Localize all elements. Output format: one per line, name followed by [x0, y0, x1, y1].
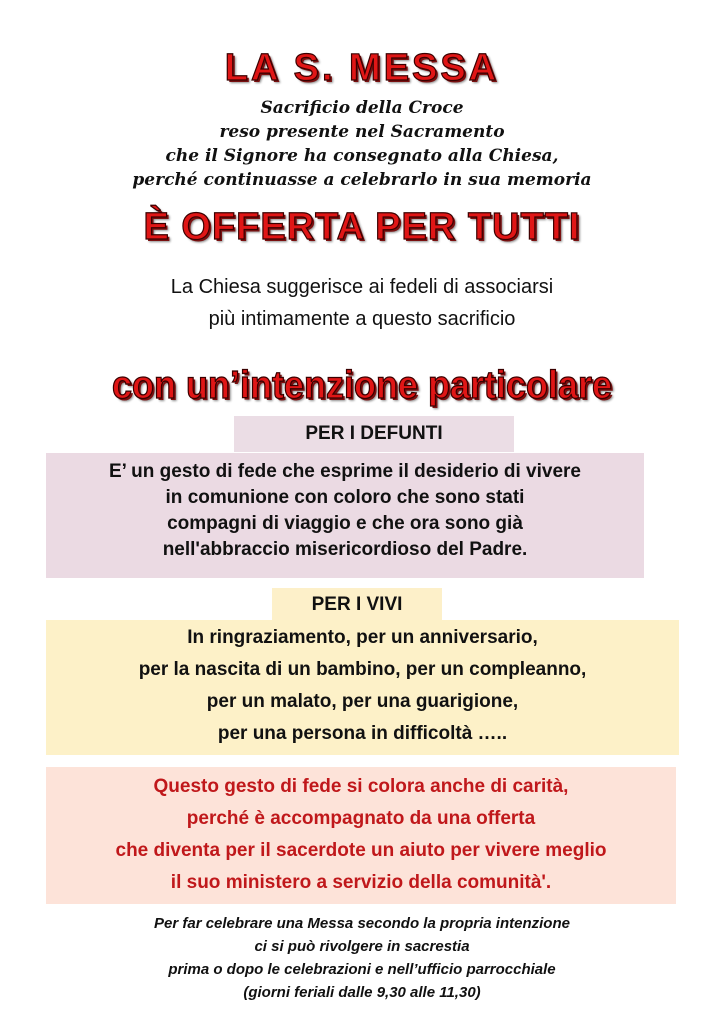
subtitle-line: Sacrificio della Croce [260, 98, 464, 118]
intro-text [0, 271, 724, 335]
carita-box [46, 767, 676, 904]
defunti-label: PER I DEFUNTI [234, 416, 514, 452]
subtitle-line: perché continuasse a celebrarlo in sua memoria [132, 170, 592, 190]
defunti-box [46, 453, 644, 578]
footer-line: (giorni feriali dalle 9,30 alle 11,30) [243, 984, 481, 1001]
carita-line: che diventa per il sacerdote un aiuto per vivere meglio [115, 840, 607, 861]
vivi-line: per la nascita di un bambino, per un compleanno, [138, 659, 587, 680]
vivi-line: per una persona in difficoltà ….. [217, 723, 508, 744]
intro-line: La Chiesa suggerisce ai fedeli di associarsi [170, 276, 554, 298]
defunti-line: compagni di viaggio e che ora sono già [167, 513, 523, 534]
footer-note [0, 912, 724, 1004]
subtitle-line: che il Signore ha consegnato alla Chiesa, [165, 146, 559, 166]
footer-line: ci si può rivolgere in sacrestia [254, 938, 470, 955]
subtitle-line: reso presente nel Sacramento [219, 122, 505, 142]
offer-title: È OFFERTA PER TUTTI [143, 206, 581, 248]
carita-line: perché è accompagnato da una offerta [186, 808, 536, 829]
vivi-line: per un malato, per una guarigione, [206, 691, 519, 712]
footer-line: prima o dopo le celebrazioni e nell’ufficio parrocchiale [168, 961, 556, 978]
intro-line: più intimamente a questo sacrificio [208, 308, 516, 330]
defunti-line: nell'abbraccio misericordioso del Padre. [162, 539, 528, 560]
carita-line: Questo gesto di fede si colora anche di carità, [153, 776, 569, 797]
vivi-label: PER I VIVI [272, 588, 442, 620]
defunti-line: in comunione con coloro che sono stati [165, 487, 525, 508]
subtitle-block [0, 96, 724, 192]
carita-line: il suo ministero a servizio della comunità'. [170, 872, 552, 893]
main-title: LA S. MESSA [224, 47, 500, 89]
intent-title: con un’intenzione particolare [111, 362, 613, 407]
defunti-line: E’ un gesto di fede che esprime il desiderio di vivere [109, 461, 581, 482]
vivi-line: In ringraziamento, per un anniversario, [187, 627, 538, 648]
vivi-box [46, 620, 679, 755]
footer-line: Per far celebrare una Messa secondo la propria intenzione [154, 915, 570, 932]
